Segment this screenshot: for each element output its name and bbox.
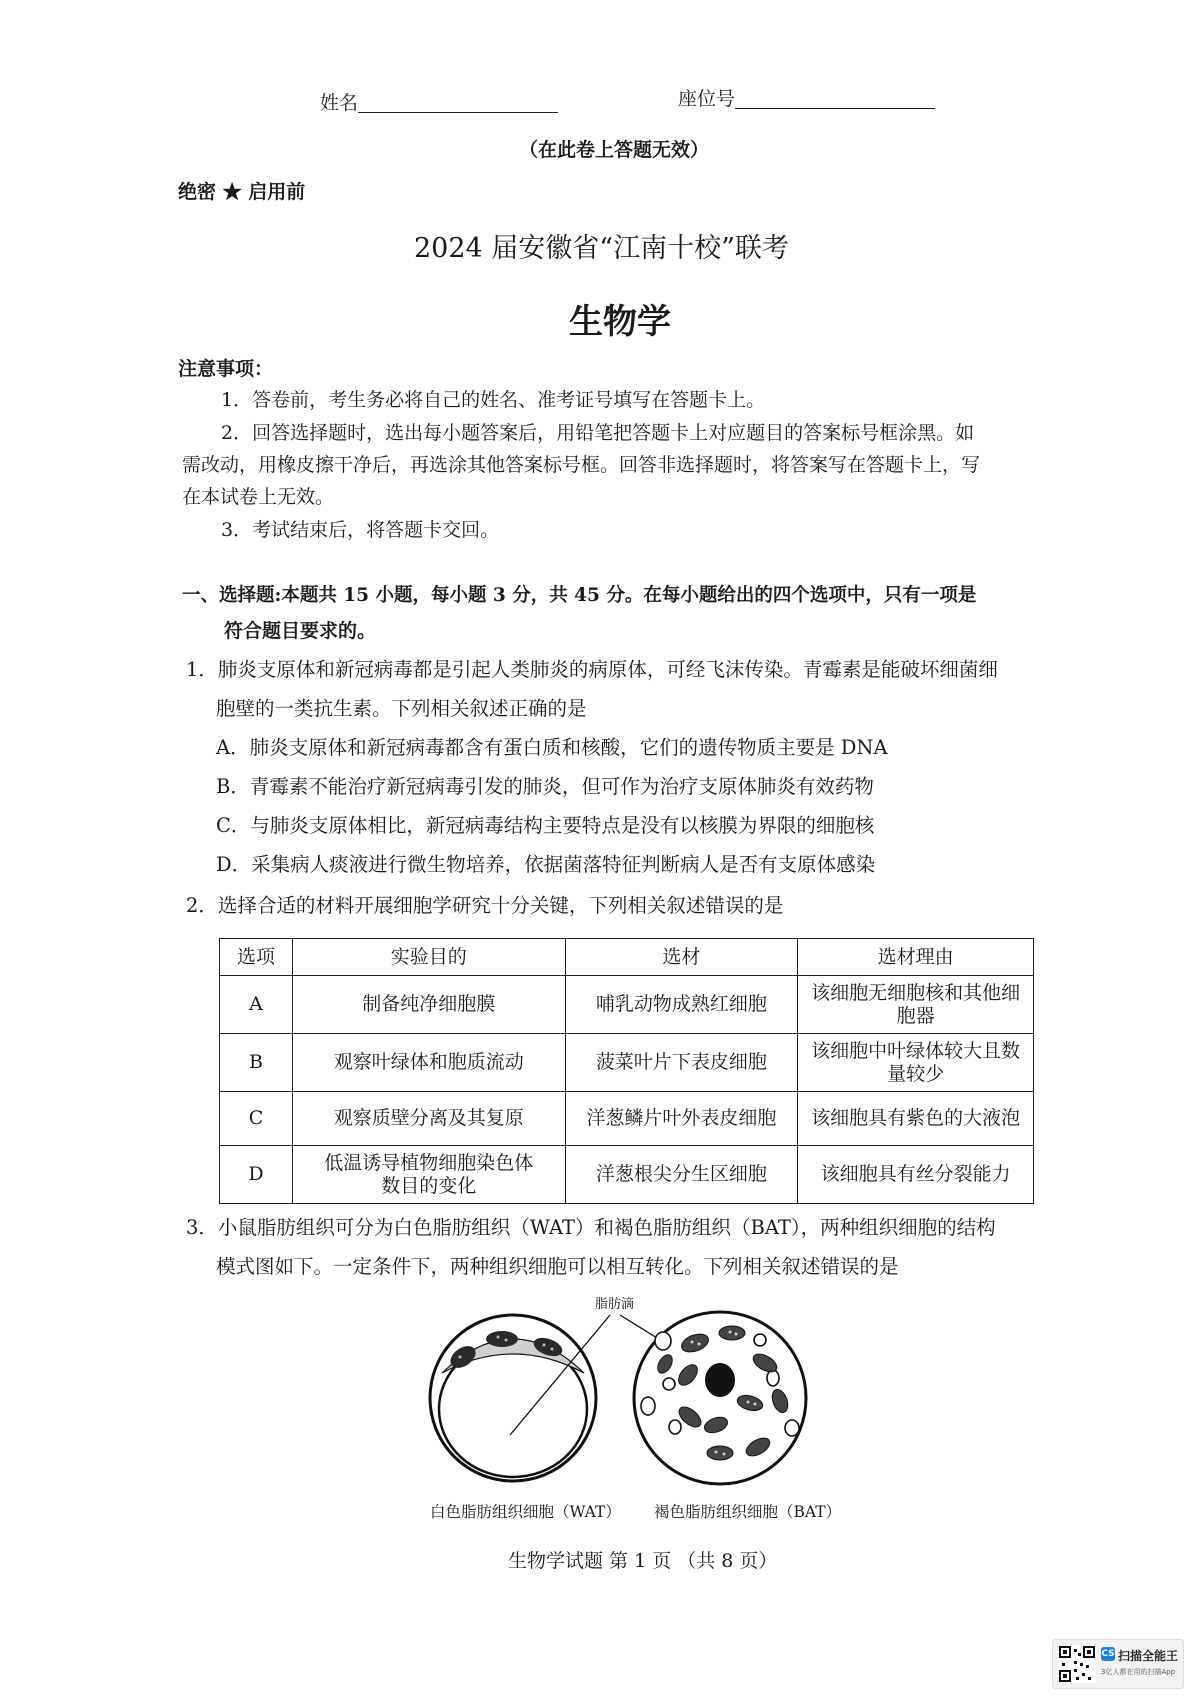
cell-material: 菠菜叶片下表皮细胞 xyxy=(565,1034,798,1092)
note-item-2-line2: 需改动，用橡皮擦干净后，再选涂其他答案标号框。回答非选择题时，将答案写在答题卡上，写 xyxy=(182,454,981,476)
seat-label: 座位号 xyxy=(678,88,736,110)
cell-goal: 观察质壁分离及其复原 xyxy=(292,1092,565,1146)
name-label: 姓名 xyxy=(320,92,359,114)
q1-option-a: A．肺炎支原体和新冠病毒都含有蛋白质和核酸，它们的遗传物质主要是 DNA xyxy=(216,736,888,759)
caption-bat: 褐色脂肪组织细胞（BAT） xyxy=(654,1503,842,1521)
reason-line2: 量较少 xyxy=(887,1062,945,1085)
scanner-brand: 扫描全能王 xyxy=(1118,1649,1179,1663)
cell-goal xyxy=(292,1146,565,1204)
note-item-2-line3: 在本试卷上无效。 xyxy=(182,486,335,508)
table-header-row xyxy=(220,939,1034,976)
cell-goal: 制备纯净细胞膜 xyxy=(292,976,565,1034)
cell-reason: 该细胞具有丝分裂能力 xyxy=(798,1146,1034,1204)
header-option: 选项 xyxy=(220,939,293,976)
section1-line2: 符合题目要求的。 xyxy=(224,620,377,642)
cell-option: A xyxy=(220,976,293,1034)
note-item-2-line1: 2．回答选择题时，选出每小题答案后，用铅笔把答题卡上对应题目的答案标号框涂黑。如 xyxy=(221,422,975,444)
invalid-note: （在此卷上答题无效） xyxy=(519,139,710,161)
q1-stem-line1: 1．肺炎支原体和新冠病毒都是引起人类肺炎的病原体，可经飞沫传染。青霉素是能破坏细菌细 xyxy=(186,658,998,681)
q1-option-b: B．青霉素不能治疗新冠病毒引发的肺炎，但可作为治疗支原体肺炎有效药物 xyxy=(216,775,874,798)
subject-title: 生物学 xyxy=(569,302,671,342)
table-row xyxy=(220,1092,1034,1146)
reason-line1: 该细胞无细胞核和其他细 xyxy=(811,981,1021,1004)
bat-cell-diagram xyxy=(634,1312,806,1484)
q1-stem-line2: 胞壁的一类抗生素。下列相关叙述正确的是 xyxy=(216,697,587,720)
confidential-mark: 绝密 ★ 启用前 xyxy=(178,181,306,203)
q3-stem-line1: 3．小鼠脂肪组织可分为白色脂肪组织（WAT）和褐色脂肪组织（BAT），两种组织细胞的结构 xyxy=(186,1216,996,1239)
caption-wat: 白色脂肪组织细胞（WAT） xyxy=(430,1503,621,1521)
note-item-1: 1．答卷前，考生务必将自己的姓名、准考证号填写在答题卡上。 xyxy=(221,389,766,411)
cell-option: B xyxy=(220,1034,293,1092)
exam-title: 2024 届安徽省“江南十校”联考 xyxy=(414,233,789,264)
cell-option: D xyxy=(220,1146,293,1204)
table-row xyxy=(220,1034,1034,1092)
cs-logo-icon: CS xyxy=(1101,1649,1115,1659)
cell-material: 洋葱鳞片叶外表皮细胞 xyxy=(565,1092,798,1146)
section1-line1: 一、选择题:本题共 15 小题，每小题 3 分，共 45 分。在每小题给出的四个选项中，只有一项是 xyxy=(182,585,977,606)
scanner-tagline: 3亿人都在用的扫描App xyxy=(1101,1668,1176,1676)
goal-line1: 低温诱导植物细胞染色体 xyxy=(324,1151,534,1174)
header-material: 选材 xyxy=(565,939,798,976)
wat-cell-diagram xyxy=(430,1315,596,1481)
droplet-pointer-bat xyxy=(620,1315,657,1338)
table-row xyxy=(220,976,1034,1034)
q2-stem: 2．选择合适的材料开展细胞学研究十分关键，下列相关叙述错误的是 xyxy=(186,894,784,917)
seat-row xyxy=(678,88,935,109)
reason-line1: 该细胞中叶绿体较大且数 xyxy=(811,1039,1021,1062)
name-field[interactable] xyxy=(358,92,558,113)
qr-code-icon xyxy=(1058,1645,1096,1683)
seat-field[interactable] xyxy=(735,88,935,109)
note-item-3: 3．考试结束后，将答题卡交回。 xyxy=(221,519,500,541)
droplet-label: 脂肪滴 xyxy=(595,1296,635,1311)
q2-table xyxy=(219,938,1034,1204)
scanner-badge xyxy=(1052,1639,1184,1689)
cell-goal: 观察叶绿体和胞质流动 xyxy=(292,1034,565,1092)
table-row xyxy=(220,1146,1034,1204)
fat-cell-figure xyxy=(420,1295,840,1515)
cell-option: C xyxy=(220,1092,293,1146)
q3-stem-line2: 模式图如下。一定条件下，两种组织细胞可以相互转化。下列相关叙述错误的是 xyxy=(216,1255,899,1278)
notes-heading: 注意事项： xyxy=(178,358,274,380)
header-goal: 实验目的 xyxy=(292,939,565,976)
cell-material: 哺乳动物成熟红细胞 xyxy=(565,976,798,1034)
header-reason: 选材理由 xyxy=(798,939,1034,976)
cell-reason xyxy=(798,1034,1034,1092)
q1-option-c: C．与肺炎支原体相比，新冠病毒结构主要特点是没有以核膜为界限的细胞核 xyxy=(216,814,875,837)
name-row xyxy=(320,92,558,113)
cell-material: 洋葱根尖分生区细胞 xyxy=(565,1146,798,1204)
cell-reason: 该细胞具有紫色的大液泡 xyxy=(798,1092,1034,1146)
goal-line2: 数目的变化 xyxy=(381,1174,477,1197)
page-footer: 生物学试题 第 1 页 （共 8 页） xyxy=(508,1550,778,1572)
cell-reason xyxy=(798,976,1034,1034)
q1-option-d: D．采集病人痰液进行微生物培养，依据菌落特征判断病人是否有支原体感染 xyxy=(216,853,876,876)
reason-line2: 胞器 xyxy=(896,1004,935,1027)
bat-nucleus xyxy=(705,1363,735,1397)
